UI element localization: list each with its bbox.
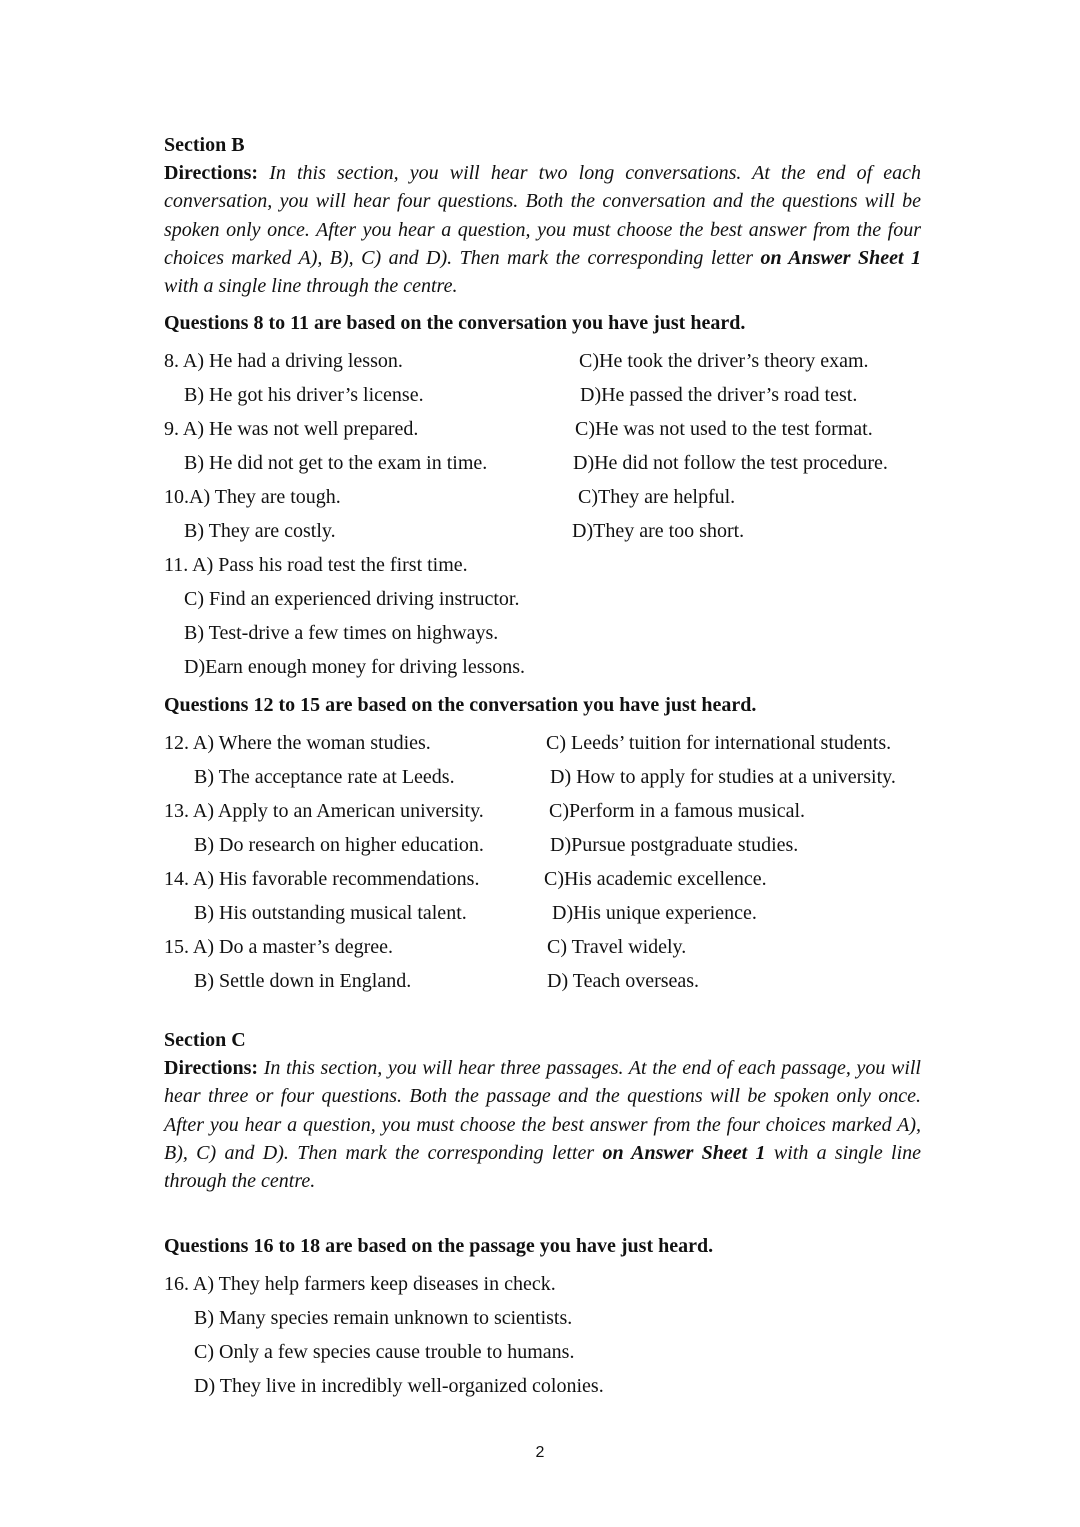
option-8a: 8. A) He had a driving lesson. <box>164 350 403 372</box>
option-14a: 14. A) His favorable recommendations. <box>164 868 480 890</box>
option-9c: C)He was not used to the test format. <box>575 418 873 440</box>
option-11d: D)Earn enough money for driving lessons. <box>184 656 526 678</box>
option-14d: D)His unique experience. <box>552 902 757 924</box>
option-8c: C)He took the driver’s theory exam. <box>579 350 869 372</box>
section-c-directions <box>164 1054 921 1195</box>
directions-text-end: with a single line through the centre. <box>164 275 458 298</box>
option-13c: C)Perform in a famous musical. <box>549 800 806 822</box>
option-10d: D)They are too short. <box>572 520 745 542</box>
option-11b: B) Test-drive a few times on highways. <box>184 622 499 644</box>
option-16a: 16. A) They help farmers keep diseases in check. <box>164 1273 556 1295</box>
option-16d: D) They live in incredibly well-organized colonies. <box>194 1375 604 1397</box>
option-12b: B) The acceptance rate at Leeds. <box>194 766 455 788</box>
option-15d: D) Teach overseas. <box>547 970 700 992</box>
option-9a: 9. A) He was not well prepared. <box>164 418 419 440</box>
directions-label: Directions: <box>164 162 259 184</box>
option-12c: C) Leeds’ tuition for international students. <box>546 732 892 754</box>
option-8b: B) He got his driver’s license. <box>184 384 424 406</box>
option-14b: B) His outstanding musical talent. <box>194 902 467 924</box>
option-10a: 10.A) They are tough. <box>164 486 341 508</box>
option-13b: B) Do research on higher education. <box>194 834 484 856</box>
directions-text: In this section, you will hear three passages. At the end of each passage, you will hear three or four questions. Both the passage and the questions will be spoken only once. After you hear a question, you must choose the best answer from the four choices marked A), B), C) and D). Then mark the corresponding letter <box>164 1057 921 1164</box>
option-10b: B) They are costly. <box>184 520 336 542</box>
option-16b: B) Many species remain unknown to scientists. <box>194 1307 573 1329</box>
option-12a: 12. A) Where the woman studies. <box>164 732 431 754</box>
directions-answer-sheet: on Answer Sheet 1 <box>602 1141 766 1164</box>
question-group-heading: Questions 8 to 11 are based on the conversation you have just heard. <box>164 312 746 334</box>
option-15c: C) Travel widely. <box>547 936 687 958</box>
option-12d: D) How to apply for studies at a university. <box>550 766 896 788</box>
question-group-heading: Questions 12 to 15 are based on the conversation you have just heard. <box>164 694 757 716</box>
section-c-title: Section C <box>164 1029 246 1051</box>
directions-label: Directions: <box>164 1057 259 1079</box>
directions-text-end: with a single line through the centre. <box>164 1141 922 1193</box>
option-8d: D)He passed the driver’s road test. <box>580 384 858 406</box>
directions-text: In this section, you will hear two long conversations. At the end of each conversation, you will hear four questions. Both the conversation and the questions will be spoken only once. After you hear a question, you must choose the best answer from the four choices marked A), B), C) and D). Then mark the corresponding letter <box>164 162 922 269</box>
option-9b: B) He did not get to the exam in time. <box>184 452 488 474</box>
option-13d: D)Pursue postgraduate studies. <box>550 834 799 856</box>
section-b-title: Section B <box>164 134 245 156</box>
option-14c: C)His academic excellence. <box>544 868 767 890</box>
option-13a: 13. A) Apply to an American university. <box>164 800 484 822</box>
option-15a: 15. A) Do a master’s degree. <box>164 936 394 958</box>
option-10c: C)They are helpful. <box>578 486 736 508</box>
directions-answer-sheet: on Answer Sheet 1 <box>760 246 922 269</box>
page-number: 2 <box>535 1444 545 1461</box>
section-b-directions <box>164 159 921 300</box>
question-group-heading: Questions 16 to 18 are based on the passage you have just heard. <box>164 1235 714 1257</box>
option-16c: C) Only a few species cause trouble to humans. <box>194 1341 575 1363</box>
option-11c: C) Find an experienced driving instructor. <box>184 588 520 610</box>
option-15b: B) Settle down in England. <box>194 970 412 992</box>
option-9d: D)He did not follow the test procedure. <box>573 452 888 474</box>
option-11a: 11. A) Pass his road test the first time. <box>164 554 468 576</box>
